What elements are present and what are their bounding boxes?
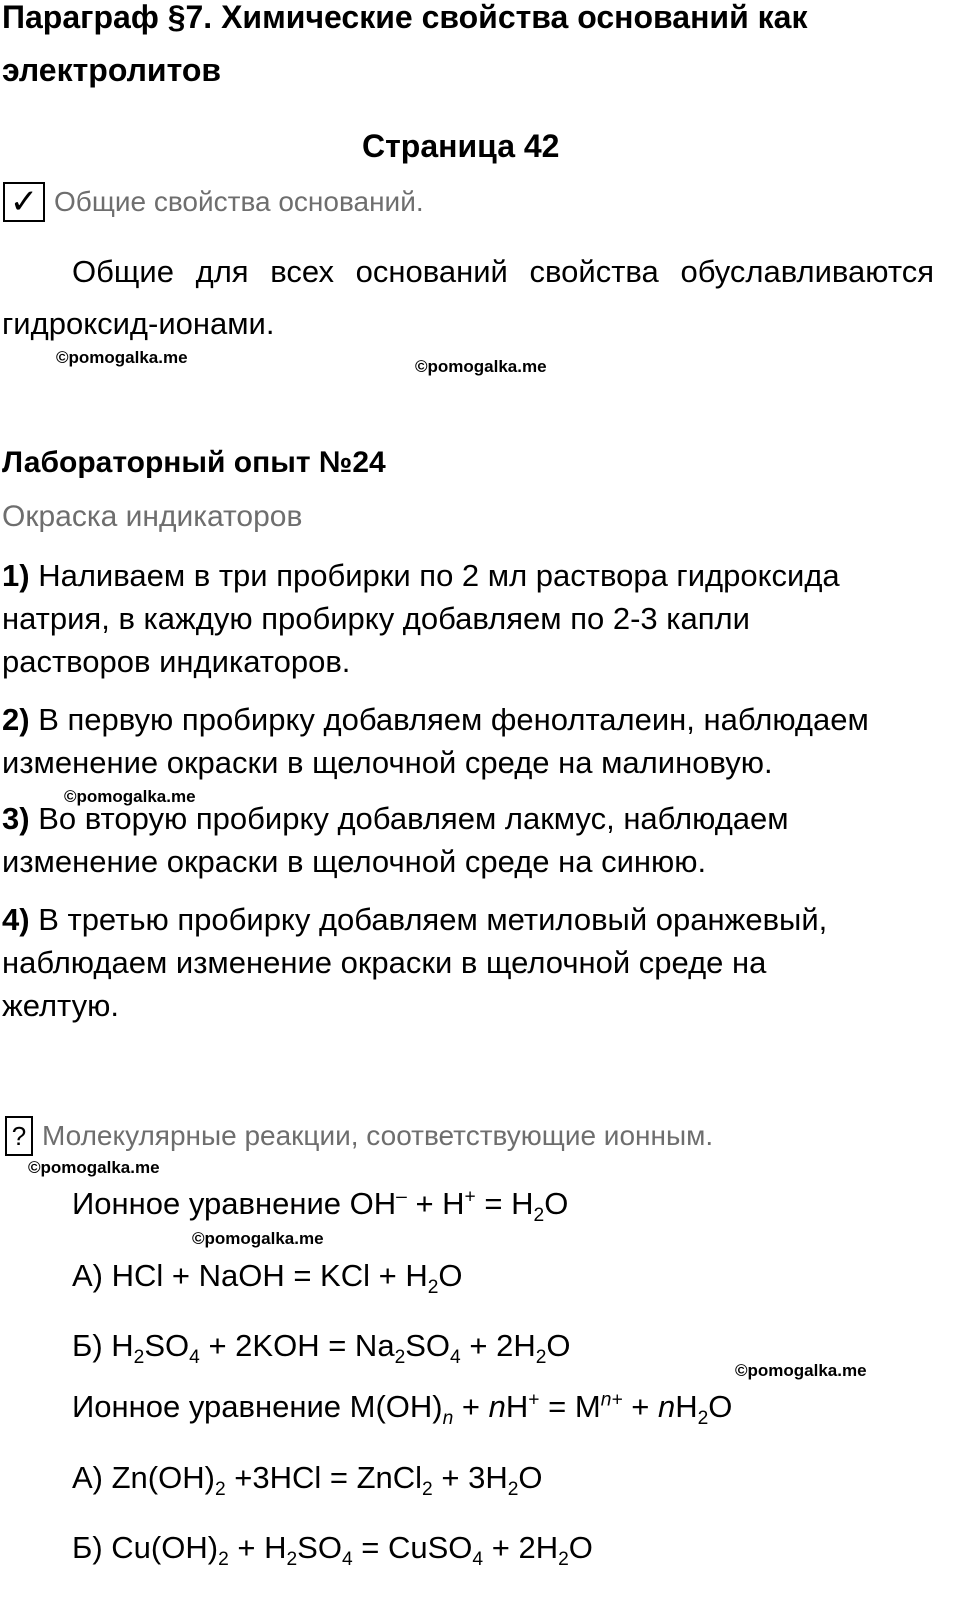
general-properties-text-line2: гидроксид-ионами. [2,306,275,341]
page-heading: Страница 42 [362,128,560,164]
section-label-general-properties: Общие свойства оснований. [54,186,424,217]
step-number: 4) [2,902,30,937]
lab-step-3-line: 3) Во вторую пробирку добавляем лакмус, наблюдаем [2,801,789,836]
lab-step-1-line: 1) Наливаем в три пробирки по 2 мл раствора гидроксида [2,558,840,593]
paragraph-title-line1: Параграф §7. Химические свойства оснований как [2,0,808,35]
checkbox-icon: ✓ [3,182,45,222]
lab-step-4-line: желтую. [2,988,119,1023]
watermark: ©pomogalka.me [415,357,547,376]
lab-step-1-line: растворов индикаторов. [2,644,351,679]
watermark: ©pomogalka.me [28,1158,160,1177]
equation-2b: Б) $Cu(OH)_2 + H_2SO_4$ = CuSO$_4$ + $2H_2O$ [72,1530,593,1571]
step-number: 2) [2,702,30,737]
section-label-molecular-reactions: Молекулярные реакции, соответствующие ионным. [42,1120,714,1151]
lab-step-2-line: изменение окраски в щелочной среде на малиновую. [2,745,773,780]
watermark: ©pomogalka.me [64,787,196,806]
equation-1a: А) HCl + NaOH = KCl + $H_2O$ [72,1258,463,1299]
equation-2a: А) $Zn(OH)_2 +3HCl$ = ZnCl$_2$ + $3H_2O$ [72,1460,543,1501]
step-number: 1) [2,558,30,593]
lab-title: Лабораторный опыт №24 [2,446,386,479]
watermark: ©pomogalka.me [735,1361,867,1380]
equation-1b: Б) $H_2SO_4 + 2KOH = Na_2SO_4 + 2H_2O$ [72,1328,571,1369]
lab-step-4-line: 4) В третью пробирку добавляем метиловый оранжевый, [2,902,828,937]
lab-step-4-line: наблюдаем изменение окраски в щелочной среде на [2,945,767,980]
question-icon: ? [5,1116,33,1156]
lab-subtitle: Окраска индикаторов [2,500,303,533]
lab-step-3-line: изменение окраски в щелочной среде на синюю. [2,844,707,879]
lab-step-1-line: натрия, в каждую пробирку добавляем по 2-3 капли [2,601,750,636]
general-properties-text-line1: Общие для всех оснований свойства обуславливаются [72,254,934,289]
ionic-equation-2: Ионное уравнение $M(OH)_n + nH^+ = M^{n+} + nH_2O$ [72,1389,733,1430]
paragraph-title-line2: электролитов [2,52,222,88]
watermark: ©pomogalka.me [192,1229,324,1248]
lab-step-2-line: 2) В первую пробирку добавляем фенолталеин, наблюдаем [2,702,869,737]
ionic-equation-1: Ионное уравнение $OH^- + H^+ = H_2O$ [72,1186,569,1227]
step-number: 3) [2,801,30,836]
watermark: ©pomogalka.me [56,348,188,367]
